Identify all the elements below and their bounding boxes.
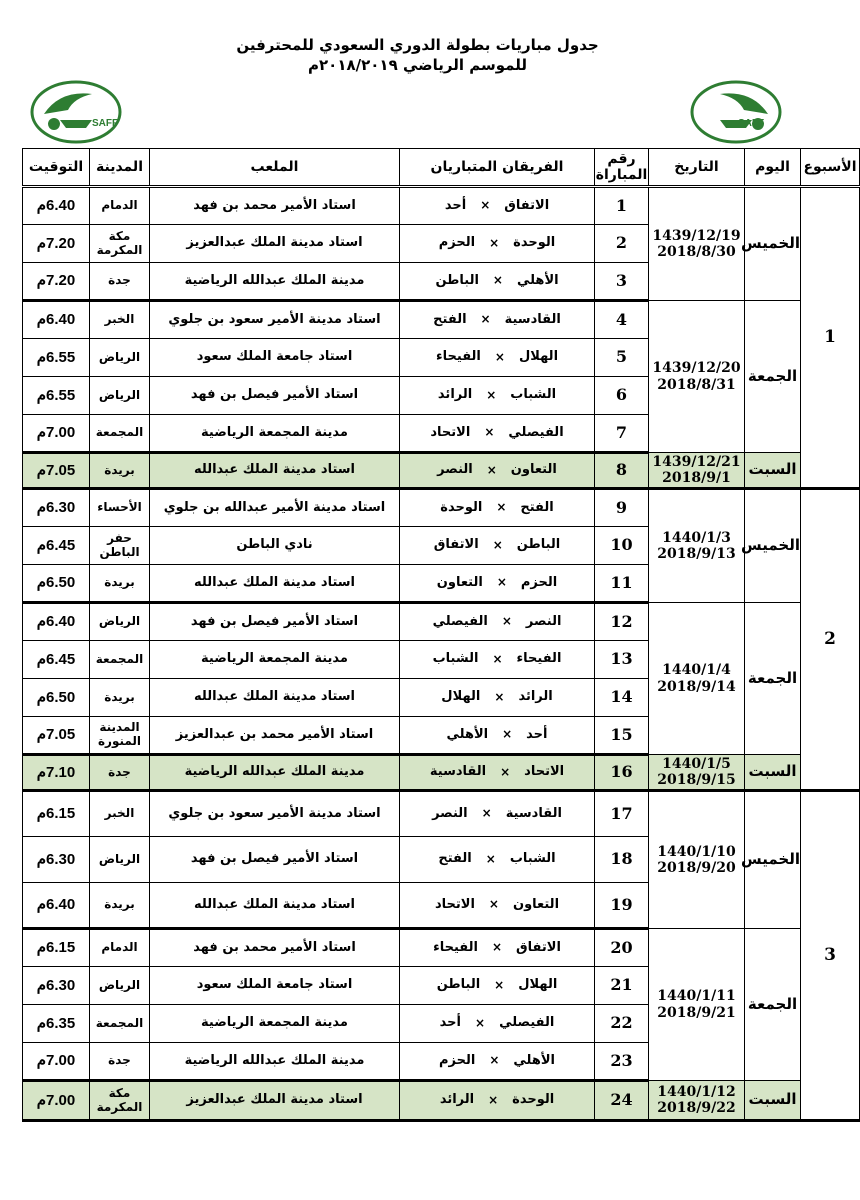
city-cell: بريدة [90,565,150,603]
hijri-date: 1440/1/4 [662,662,731,679]
away-team: الأهلي [446,726,489,742]
away-team: الرائد [437,387,473,403]
teams-cell [400,641,595,679]
match-number: 20 [595,929,649,967]
date-cell [649,929,745,1081]
hijri-date: 1439/12/21 [652,453,741,470]
away-team: الهلال [441,689,481,705]
teams-cell [400,755,595,791]
versus-mark: × [488,1092,499,1107]
table-row [23,929,860,967]
svg-text:SAFF: SAFF [92,118,119,129]
time-cell: 6.40م [23,883,90,929]
gregorian-date: 2018/9/20 [657,860,736,876]
table-row [23,791,860,837]
away-team: الفتح [433,311,467,327]
home-team: الاتحاد [524,764,565,780]
hijri-date: 1439/12/20 [652,360,741,377]
day-cell: الخميس [745,791,801,929]
away-team: الاتحاد [434,896,475,912]
teams-cell [400,415,595,453]
match-number: 23 [595,1043,649,1081]
venue-cell: مدينة الملك عبدالله الرياضية [150,263,400,301]
away-team: الوحدة [440,499,483,515]
day-cell: الجمعة [745,301,801,453]
versus-mark: × [492,651,503,666]
week-cell: 1 [801,187,860,489]
date-cell [649,603,745,755]
week-cell: 3 [801,791,860,1121]
home-team: الحزم [520,574,558,590]
versus-mark: × [486,387,497,402]
gregorian-date: 2018/9/1 [662,470,731,486]
time-cell: 7.00م [23,1043,90,1081]
city-cell: الرياض [90,377,150,415]
home-team: الرائد [518,689,553,705]
city-cell: المجمعة [90,415,150,453]
time-cell: 6.50م [23,565,90,603]
gregorian-date: 2018/9/22 [657,1100,736,1116]
time-cell: 7.00م [23,1081,90,1121]
hijri-date: 1440/1/5 [662,755,731,772]
hijri-date: 1440/1/10 [657,843,736,860]
gregorian-date: 2018/8/30 [657,244,736,260]
day-cell: الخميس [745,187,801,301]
teams-cell [400,527,595,565]
city-cell: الرياض [90,603,150,641]
match-number: 22 [595,1005,649,1043]
venue-cell: استاد الأمير محمد بن فهد [150,187,400,225]
venue-cell: مدينة المجمعة الرياضية [150,641,400,679]
city-cell: بريدة [90,453,150,489]
versus-mark: × [494,349,505,364]
home-team: الفيصلي [499,1015,555,1031]
match-number: 15 [595,717,649,755]
match-number: 13 [595,641,649,679]
away-team: الاتحاد [430,424,471,440]
teams-cell [400,301,595,339]
time-cell: 6.30م [23,837,90,883]
header-venue: الملعب [150,149,400,187]
home-team: أحد [526,726,548,742]
city-cell: جدة [90,755,150,791]
hijri-date: 1440/1/12 [657,1083,736,1100]
table-row [23,603,860,641]
versus-mark: × [502,727,513,742]
time-cell: 6.35م [23,1005,90,1043]
saff-logo-left [30,80,122,144]
city-cell: الرياض [90,967,150,1005]
day-cell: الجمعة [745,929,801,1081]
time-cell: 6.15م [23,791,90,837]
venue-cell: استاد الأمير فيصل بن فهد [150,603,400,641]
venue-cell: مدينة الملك عبدالله الرياضية [150,1043,400,1081]
venue-cell: استاد مدينة الملك عبدالعزيز [150,1081,400,1121]
versus-mark: × [489,1053,500,1068]
venue-cell: استاد جامعة الملك سعود [150,339,400,377]
venue-cell: استاد مدينة الأمير سعود بن جلوي [150,301,400,339]
home-team: النصر [525,613,562,629]
hijri-date: 1439/12/19 [652,227,741,244]
teams-cell [400,1005,595,1043]
gregorian-date: 2018/8/31 [657,376,736,393]
time-cell: 6.30م [23,967,90,1005]
away-team: الفيحاء [433,939,478,955]
teams-cell [400,263,595,301]
match-number: 4 [595,301,649,339]
teams-cell [400,837,595,883]
teams-cell [400,187,595,225]
date-cell [649,453,745,489]
header-match-no: رقم المباراة [595,149,649,187]
versus-mark: × [496,575,507,590]
teams-cell [400,339,595,377]
versus-mark: × [480,198,491,213]
venue-cell: استاد الأمير فيصل بن فهد [150,837,400,883]
city-cell: المجمعة [90,641,150,679]
teams-cell [400,929,595,967]
day-cell: السبت [745,1081,801,1121]
table-row [23,453,860,489]
teams-cell [400,679,595,717]
gregorian-date: 2018/9/15 [657,772,736,788]
away-team: النصر [437,462,473,478]
match-number: 8 [595,453,649,489]
versus-mark: × [489,235,500,250]
home-team: الهلال [518,977,558,993]
venue-cell: استاد جامعة الملك سعود [150,967,400,1005]
venue-cell: مدينة المجمعة الرياضية [150,1005,400,1043]
day-cell: الجمعة [745,603,801,755]
gregorian-date: 2018/9/13 [657,546,736,562]
city-cell: الخبر [90,301,150,339]
teams-cell [400,883,595,929]
versus-mark: × [492,273,503,288]
city-cell: المجمعة [90,1005,150,1043]
time-cell: 6.55م [23,339,90,377]
hijri-date: 1440/1/3 [662,529,731,546]
away-team: الاتفاق [433,537,479,553]
home-team: الاتفاق [504,197,550,213]
date-cell [649,301,745,453]
versus-mark: × [500,764,511,779]
table-row [23,1081,860,1121]
teams-cell [400,565,595,603]
venue-cell: استاد مدينة الأمير عبدالله بن جلوي [150,489,400,527]
venue-cell: نادي الباطن [150,527,400,565]
away-team: الفتح [438,851,472,867]
home-team: التعاون [512,896,560,912]
versus-mark: × [494,977,505,992]
home-team: الأهلي [513,1052,555,1068]
away-team: التعاون [436,574,483,590]
title-line-2: للموسم الرياضي ٢٠١٨/٢٠١٩م [308,56,527,74]
away-team: الفيصلي [432,613,488,629]
header-day: اليوم [745,149,801,187]
teams-cell [400,717,595,755]
teams-cell [400,967,595,1005]
away-team: الحزم [439,1052,476,1068]
away-team: أحد [439,1015,461,1031]
match-number: 24 [595,1081,649,1121]
venue-cell: مدينة الملك عبدالله الرياضية [150,755,400,791]
versus-mark: × [486,462,497,477]
city-cell: حفر الباطن [90,527,150,565]
versus-mark: × [494,689,505,704]
away-team: الشباب [432,651,479,667]
match-number: 1 [595,187,649,225]
home-team: الوحدة [513,235,556,251]
time-cell: 7.05م [23,717,90,755]
match-number: 21 [595,967,649,1005]
hijri-date: 1440/1/11 [657,988,736,1005]
schedule-table [22,148,860,1122]
teams-cell [400,791,595,837]
city-cell: بريدة [90,883,150,929]
time-cell: 6.55م [23,377,90,415]
versus-mark: × [501,614,512,629]
away-team: القادسية [429,764,487,780]
city-cell: مكة المكرمة [90,1081,150,1121]
date-cell [649,791,745,929]
home-team: الباطن [516,537,561,553]
teams-cell [400,453,595,489]
home-team: الهلال [518,349,559,365]
match-number: 11 [595,565,649,603]
match-number: 2 [595,225,649,263]
match-number: 17 [595,791,649,837]
time-cell: 7.20م [23,263,90,301]
city-cell: جدة [90,1043,150,1081]
header-week: الأسبوع [801,149,860,187]
teams-cell [400,1043,595,1081]
teams-cell [400,603,595,641]
match-number: 19 [595,883,649,929]
venue-cell: استاد الأمير محمد بن عبدالعزيز [150,717,400,755]
header-city: المدينة [90,149,150,187]
date-cell [649,1081,745,1121]
match-number: 16 [595,755,649,791]
gregorian-date: 2018/9/21 [657,1004,736,1021]
home-team: الفيصلي [508,424,564,440]
day-cell: السبت [745,755,801,791]
versus-mark: × [491,940,503,955]
home-team: الاتفاق [516,939,561,955]
away-team: الحزم [438,235,476,251]
versus-mark: × [475,1015,486,1030]
city-cell: الخبر [90,791,150,837]
away-team: أحد [444,197,467,213]
away-team: الباطن [435,272,479,288]
time-cell: 6.50م [23,679,90,717]
versus-mark: × [492,537,503,552]
day-cell: الخميس [745,489,801,603]
versus-mark: × [484,425,495,440]
home-team: القادسية [504,311,561,327]
week-cell: 2 [801,489,860,791]
home-team: الوحدة [512,1092,555,1108]
home-team: الفتح [520,499,554,515]
svg-text:SAFF: SAFF [738,118,765,129]
venue-cell: استاد الأمير فيصل بن فهد [150,377,400,415]
saff-logo-right [690,80,782,144]
venue-cell: استاد الأمير محمد بن فهد [150,929,400,967]
time-cell: 6.30م [23,489,90,527]
versus-mark: × [485,851,496,866]
teams-cell [400,225,595,263]
time-cell: 7.05م [23,453,90,489]
match-number: 6 [595,377,649,415]
match-number: 10 [595,527,649,565]
venue-cell: استاد مدينة الملك عبدالعزيز [150,225,400,263]
versus-mark: × [496,500,507,515]
table-row [23,755,860,791]
gregorian-date: 2018/9/14 [657,678,736,695]
venue-cell: استاد مدينة الملك عبدالله [150,565,400,603]
city-cell: الدمام [90,929,150,967]
city-cell: الأحساء [90,489,150,527]
time-cell: 7.00م [23,415,90,453]
date-cell [649,755,745,791]
home-team: الأهلي [516,272,559,288]
day-cell: السبت [745,453,801,489]
versus-mark: × [488,897,499,912]
time-cell: 6.40م [23,301,90,339]
city-cell: المدينة المنورة [90,717,150,755]
time-cell: 6.15م [23,929,90,967]
time-cell: 6.40م [23,603,90,641]
home-team: الشباب [509,851,556,867]
home-team: الفيحاء [516,651,562,667]
header-row [23,149,860,187]
home-team: الشباب [510,387,557,403]
teams-cell [400,489,595,527]
city-cell: بريدة [90,679,150,717]
teams-cell [400,1081,595,1121]
venue-cell: استاد مدينة الملك عبدالله [150,883,400,929]
venue-cell: مدينة المجمعة الرياضية [150,415,400,453]
date-cell [649,187,745,301]
venue-cell: استاد مدينة الأمير سعود بن جلوي [150,791,400,837]
home-team: التعاون [510,462,557,478]
versus-mark: × [480,312,491,327]
time-cell: 6.45م [23,641,90,679]
time-cell: 6.45م [23,527,90,565]
header-date: التاريخ [649,149,745,187]
city-cell: الرياض [90,339,150,377]
city-cell: جدة [90,263,150,301]
away-team: النصر [432,805,468,821]
away-team: الرائد [439,1092,475,1108]
city-cell: الدمام [90,187,150,225]
home-team: القادسية [505,805,562,821]
time-cell: 7.20م [23,225,90,263]
teams-cell [400,377,595,415]
date-cell [649,489,745,603]
title-line-1: جدول مباريات بطولة الدوري السعودي للمحترفين [236,36,599,54]
match-number: 5 [595,339,649,377]
match-number: 18 [595,837,649,883]
match-number: 14 [595,679,649,717]
match-number: 12 [595,603,649,641]
table-row [23,489,860,527]
time-cell: 6.40م [23,187,90,225]
match-number: 3 [595,263,649,301]
match-number: 7 [595,415,649,453]
table-row [23,187,860,225]
header-teams: الفريقان المتباريان [400,149,595,187]
city-cell: الرياض [90,837,150,883]
versus-mark: × [481,806,492,821]
match-number: 9 [595,489,649,527]
away-team: الفيحاء [435,349,481,365]
venue-cell: استاد مدينة الملك عبدالله [150,679,400,717]
city-cell: مكة المكرمة [90,225,150,263]
away-team: الباطن [436,977,481,993]
header-time: التوقيت [23,149,90,187]
venue-cell: استاد مدينة الملك عبدالله [150,453,400,489]
table-row [23,301,860,339]
time-cell: 7.10م [23,755,90,791]
